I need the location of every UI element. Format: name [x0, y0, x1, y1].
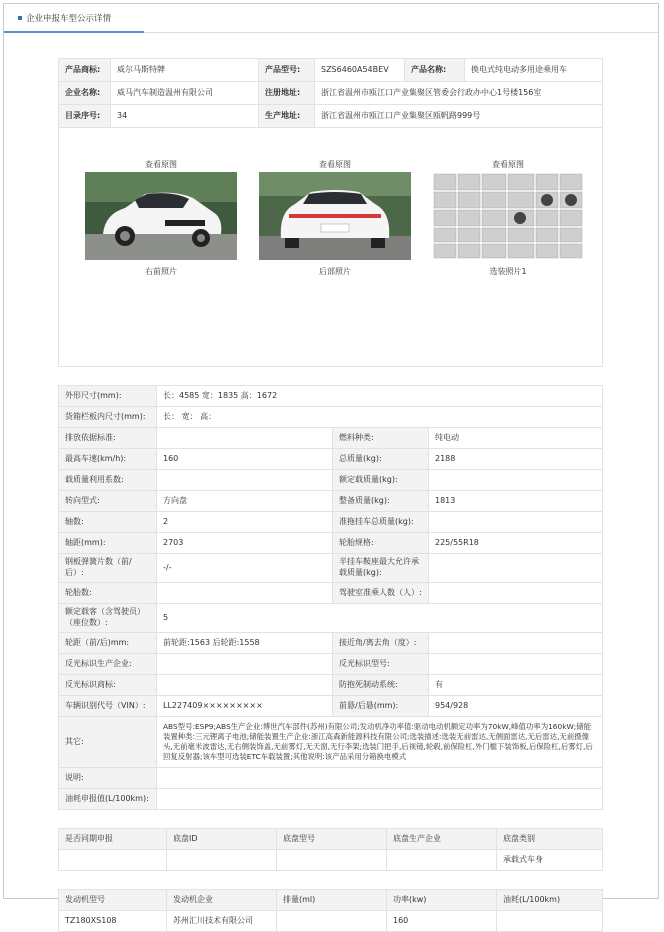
wheelbase-label: 轴距(mm): — [59, 533, 157, 554]
dims-value: 长：4585 宽：1835 高：1672 — [157, 386, 603, 407]
note-label: 说明: — [59, 768, 157, 789]
engine-table — [58, 889, 603, 932]
reflect-model-label: 反光标识型号: — [333, 654, 429, 675]
table-cell: 苏州汇川技术有限公司 — [167, 911, 277, 932]
tyre-count-value — [157, 583, 333, 604]
other-value: ABS型号:ESP9;ABS生产企业:博世汽车部件(苏州)有限公司;发动机净功率值:驱动电动机额定功率为70kW,峰值功率为160kW;储能装置种类:三元锂离子电池;储能装置生产企业:浙江高森新能源科技有限公司;选装描述:选装无前雷达,无侧面雷达,无后雷达,无前摄像头,无前毫米波雷达,无右侧装饰盖,无前雾灯,无天窗,无行李架;选装门把手,后视镜,轮毂,前保险杠,外门槛下装饰板,后保险杠,后雾灯,后回复反射器;该车型可选装ETC车载装置;其他说明:该产品采用分箱换电模式 — [157, 717, 603, 768]
photo-caption: 选装照片1 — [489, 267, 527, 276]
seats-value: 5 — [157, 604, 603, 633]
column-header: 发动机企业 — [167, 890, 277, 911]
overhang-value: 954/928 — [429, 696, 603, 717]
steering-value: 方向盘 — [157, 491, 333, 512]
table-cell: TZ180XS108 — [59, 911, 167, 932]
spring-value: -/- — [157, 554, 333, 583]
model-label: 产品型号: — [259, 59, 315, 82]
column-header: 是否同期申报 — [59, 829, 167, 850]
semi-value — [429, 554, 603, 583]
cab-label: 驾驶室准乘人数（人）: — [333, 583, 429, 604]
table-row — [59, 850, 603, 871]
steering-label: 转向型式: — [59, 491, 157, 512]
dims-label: 外形尺寸(mm): — [59, 386, 157, 407]
reflect-brand-value — [157, 675, 333, 696]
column-header: 底盘类别 — [497, 829, 603, 850]
company-label: 企业名称: — [59, 82, 111, 105]
reflect-co-label: 反光标识生产企业: — [59, 654, 157, 675]
speed-value: 160 — [157, 449, 333, 470]
column-header: 油耗(L/100km) — [497, 890, 603, 911]
header-bullet-icon — [18, 16, 22, 20]
table-cell — [167, 850, 277, 871]
emission-label: 排放依据标准: — [59, 428, 157, 449]
photo-caption: 右前照片 — [145, 267, 177, 276]
trailer-label: 准拖挂车总质量(kg): — [333, 512, 429, 533]
vin-label: 车辆识别代号（VIN）: — [59, 696, 157, 717]
prod-addr-value: 浙江省温州市瓯江口产业集聚区瓯帆路999号 — [315, 105, 603, 128]
brand-value: 威尔马斯特牌 — [111, 59, 259, 82]
fuel-cons-label: 油耗申报值(L/100km): — [59, 789, 157, 810]
company-value: 威马汽车制造温州有限公司 — [111, 82, 259, 105]
catalog-value: 34 — [111, 105, 259, 128]
table-header-row — [59, 829, 603, 850]
title-underline — [4, 31, 144, 33]
view-original-link[interactable]: 查看原图 — [492, 160, 524, 169]
spring-label: 钢板弹簧片数（前/后）: — [59, 554, 157, 583]
load-util-label: 载质量利用系数: — [59, 470, 157, 491]
optional-collage-photo[interactable] — [432, 172, 584, 260]
axles-value: 2 — [157, 512, 333, 533]
vin-value: LL227409××××××××× — [157, 696, 333, 717]
seats-label: 额定载客（含驾驶员）（座位数）: — [59, 604, 157, 633]
cab-value — [429, 583, 603, 604]
reg-addr-label: 注册地址: — [259, 82, 315, 105]
total-mass-label: 总质量(kg): — [333, 449, 429, 470]
trailer-value — [429, 512, 603, 533]
photo-front-right — [85, 128, 237, 277]
angle-label: 接近角/离去角（度）: — [333, 633, 429, 654]
reflect-co-value — [157, 654, 333, 675]
brand-label: 产品商标: — [59, 59, 111, 82]
overhang-label: 前悬/后悬(mm): — [333, 696, 429, 717]
photo-caption: 后部照片 — [319, 267, 351, 276]
cargo-label: 货箱栏板内尺寸(mm): — [59, 407, 157, 428]
semi-label: 半挂车鞍座最大允许承载质量(kg): — [333, 554, 429, 583]
photo-optional — [432, 128, 584, 277]
front-right-photo[interactable] — [85, 172, 237, 260]
panel-header — [4, 4, 658, 33]
catalog-label: 目录序号: — [59, 105, 111, 128]
speed-label: 最高车速(km/h): — [59, 449, 157, 470]
spec-table — [58, 385, 603, 810]
rated-load-value — [429, 470, 603, 491]
other-label: 其它: — [59, 717, 157, 768]
angle-value — [429, 633, 603, 654]
photo-gallery — [58, 128, 603, 367]
rated-load-label: 额定载质量(kg): — [333, 470, 429, 491]
column-header: 底盘ID — [167, 829, 277, 850]
view-original-link[interactable]: 查看原图 — [145, 160, 177, 169]
wheelbase-value: 2703 — [157, 533, 333, 554]
load-util-value — [157, 470, 333, 491]
curb-label: 整备质量(kg): — [333, 491, 429, 512]
panel-title: 企业申报车型公示详情 — [26, 14, 112, 24]
product-name-value: 换电式纯电动多用途乘用车 — [465, 59, 603, 82]
table-cell — [59, 850, 167, 871]
column-header: 功率(kw) — [387, 890, 497, 911]
product-name-label: 产品名称: — [405, 59, 465, 82]
table-cell: 承载式车身 — [497, 850, 603, 871]
cargo-value: 长： 宽： 高： — [157, 407, 603, 428]
curb-value: 1813 — [429, 491, 603, 512]
reg-addr-value: 浙江省温州市瓯江口产业集聚区管委会行政办中心1号楼156室 — [315, 82, 603, 105]
fuel-cons-value — [157, 789, 603, 810]
chassis-table — [58, 828, 603, 871]
tyre-label: 轮胎规格: — [333, 533, 429, 554]
model-value: SZS6460A54BEV — [315, 59, 405, 82]
reflect-brand-label: 反光标识商标: — [59, 675, 157, 696]
reflect-model-value — [429, 654, 603, 675]
tyre-value: 225/55R18 — [429, 533, 603, 554]
table-cell — [497, 911, 603, 932]
rear-photo[interactable] — [259, 172, 411, 260]
photo-rear — [259, 128, 411, 277]
tyre-count-label: 轮胎数: — [59, 583, 157, 604]
table-cell — [387, 850, 497, 871]
table-cell — [277, 850, 387, 871]
column-header: 底盘型号 — [277, 829, 387, 850]
column-header: 排量(ml) — [277, 890, 387, 911]
note-value — [157, 768, 603, 789]
emission-value — [157, 428, 333, 449]
column-header: 发动机型号 — [59, 890, 167, 911]
abs-value: 有 — [429, 675, 603, 696]
axles-label: 轴数: — [59, 512, 157, 533]
fuel-value: 纯电动 — [429, 428, 603, 449]
total-mass-value: 2188 — [429, 449, 603, 470]
table-header-row — [59, 890, 603, 911]
content-area — [58, 58, 603, 932]
table-cell — [277, 911, 387, 932]
track-label: 轮距（前/后)mm: — [59, 633, 157, 654]
track-value: 前轮距:1563 后轮距:1558 — [157, 633, 333, 654]
column-header: 底盘生产企业 — [387, 829, 497, 850]
fuel-label: 燃料种类: — [333, 428, 429, 449]
table-cell: 160 — [387, 911, 497, 932]
basic-info-table — [58, 58, 603, 128]
abs-label: 防抱死制动系统: — [333, 675, 429, 696]
view-original-link[interactable]: 查看原图 — [319, 160, 351, 169]
table-row — [59, 911, 603, 932]
prod-addr-label: 生产地址: — [259, 105, 315, 128]
